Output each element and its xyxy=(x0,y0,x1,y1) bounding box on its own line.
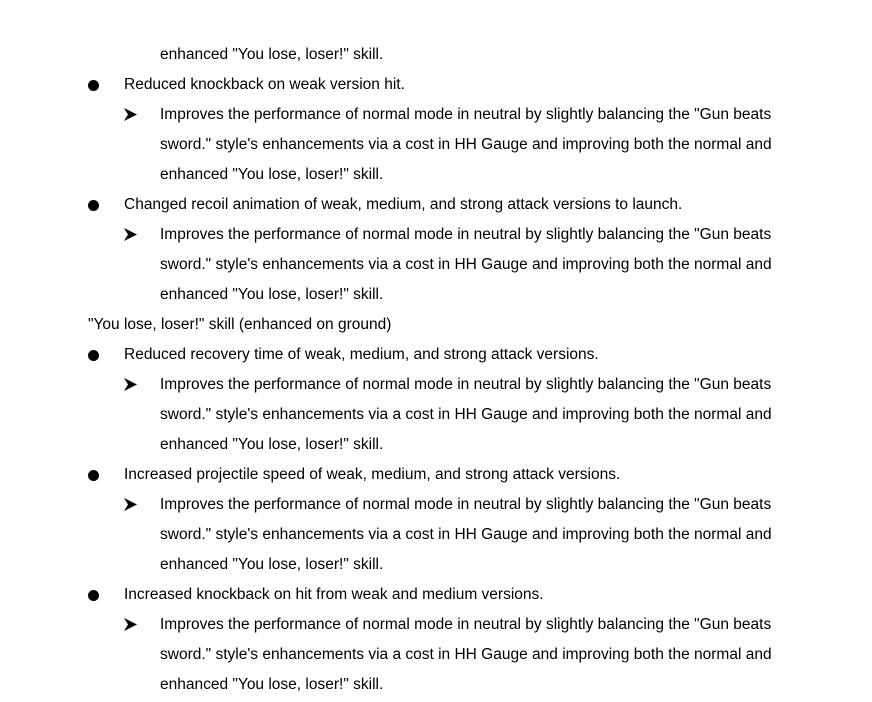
list-item xyxy=(0,190,872,220)
list-item-text: Reduced knockback on weak version hit. xyxy=(124,76,405,93)
list-item-text: Increased projectile speed of weak, medium, and strong attack versions. xyxy=(124,466,621,483)
sub-list-item-continuation: enhanced "You lose, loser!" skill. xyxy=(160,676,384,693)
sub-list-item xyxy=(0,370,872,400)
list-item xyxy=(0,70,872,100)
sub-list-item-continuation: sword." style's enhancements via a cost in HH Gauge and improving both the normal and xyxy=(160,526,772,543)
section-heading: "You lose, loser!" skill (enhanced on ground) xyxy=(88,316,392,333)
sub-list-item-text: Improves the performance of normal mode in neutral by slightly balancing the "Gun beats xyxy=(160,616,772,633)
sub-list-item xyxy=(0,100,872,130)
arrowhead-bullet-icon xyxy=(124,490,140,520)
sub-list-item-continuation: enhanced "You lose, loser!" skill. xyxy=(160,166,384,183)
sub-list-item-continuation: enhanced "You lose, loser!" skill. xyxy=(160,556,384,573)
filled-circle-bullet-icon xyxy=(88,470,99,481)
continuation-line: enhanced "You lose, loser!" skill. xyxy=(160,46,384,63)
sub-list-item-continuation: sword." style's enhancements via a cost in HH Gauge and improving both the normal and xyxy=(160,256,772,273)
sub-list-item-continuation: sword." style's enhancements via a cost in HH Gauge and improving both the normal and xyxy=(160,406,772,423)
sub-list-item-text: Improves the performance of normal mode in neutral by slightly balancing the "Gun beats xyxy=(160,106,772,123)
filled-circle-bullet-icon xyxy=(88,200,99,211)
sub-list-item xyxy=(0,220,872,250)
sub-list-item-continuation: enhanced "You lose, loser!" skill. xyxy=(160,436,384,453)
list-item xyxy=(0,340,872,370)
filled-circle-bullet-icon xyxy=(88,590,99,601)
sub-list-item-continuation: enhanced "You lose, loser!" skill. xyxy=(160,286,384,303)
sub-list-item-text: Improves the performance of normal mode in neutral by slightly balancing the "Gun beats xyxy=(160,376,772,393)
sub-list-item-text: Improves the performance of normal mode in neutral by slightly balancing the "Gun beats xyxy=(160,496,772,513)
document-page xyxy=(0,40,872,700)
arrowhead-bullet-icon xyxy=(124,100,140,130)
sub-list-item-continuation: sword." style's enhancements via a cost in HH Gauge and improving both the normal and xyxy=(160,136,772,153)
sub-list-item-text: Improves the performance of normal mode in neutral by slightly balancing the "Gun beats xyxy=(160,226,772,243)
list-item-text: Reduced recovery time of weak, medium, and strong attack versions. xyxy=(124,346,599,363)
arrowhead-bullet-icon xyxy=(124,370,140,400)
arrowhead-bullet-icon xyxy=(124,220,140,250)
arrowhead-bullet-icon xyxy=(124,610,140,640)
list-item xyxy=(0,580,872,610)
list-item-text: Changed recoil animation of weak, medium, and strong attack versions to launch. xyxy=(124,196,683,213)
sub-list-item xyxy=(0,610,872,640)
sub-list-item-continuation: sword." style's enhancements via a cost in HH Gauge and improving both the normal and xyxy=(160,646,772,663)
filled-circle-bullet-icon xyxy=(88,80,99,91)
sub-list-item xyxy=(0,490,872,520)
filled-circle-bullet-icon xyxy=(88,350,99,361)
list-item xyxy=(0,460,872,490)
list-item-text: Increased knockback on hit from weak and medium versions. xyxy=(124,586,544,603)
